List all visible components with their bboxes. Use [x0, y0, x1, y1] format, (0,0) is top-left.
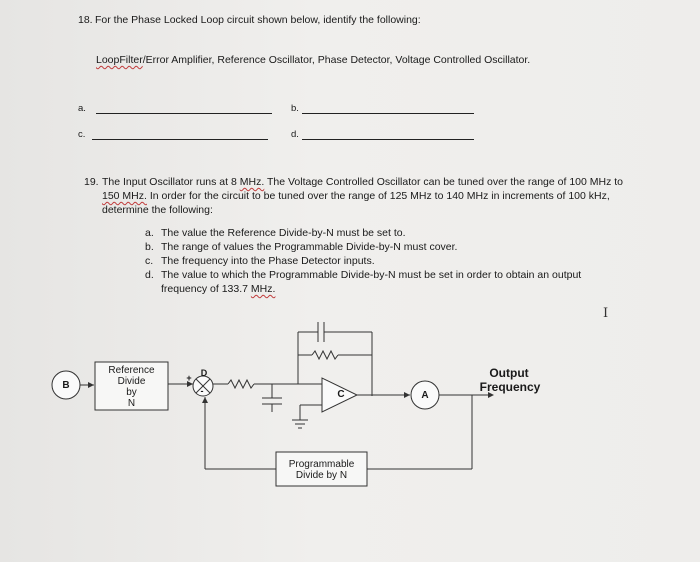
arrow-into-vco [404, 392, 410, 398]
q19-number: 19. [84, 176, 99, 188]
programmable-divide-label-2: Divide by N [295, 470, 348, 481]
q19-line2-end: In order for the circuit to be tuned over the range of 125 MHz to 140 MHz in increments of 100 kHz, [146, 190, 610, 202]
q19-item-d-text: The value to which the Programmable Divide-by-N must be set in order to obtain an output [161, 269, 582, 281]
q19-item-d-label: d. [145, 269, 154, 281]
q19-item-b-text: The range of values the Programmable Divide-by-N must cover. [161, 241, 458, 253]
programmable-divide-label-1: Programmable [288, 459, 355, 470]
answer-label-b: b. [291, 103, 299, 114]
arrow-feedback-up [202, 397, 208, 403]
answer-label-d: d. [291, 129, 299, 140]
q18-option-loopfilter: LoopFilter [96, 54, 143, 66]
reference-divide-label-4: N [127, 398, 136, 409]
output-label-2: Frequency [479, 380, 541, 394]
text-cursor-icon: I [603, 306, 609, 321]
q19-item-c-text: The frequency into the Phase Detector inputs. [161, 255, 375, 267]
q19-mhz-2: 150 MHz. [102, 190, 147, 202]
error-amplifier-label: C [337, 389, 345, 400]
reference-divide-label-3: by [126, 387, 137, 398]
q19-item-b-label: b. [145, 241, 154, 253]
arrow-into-ref [88, 382, 94, 388]
q19-line1-end: The Voltage Controlled Oscillator can be tuned over the range of 100 MHz to [264, 176, 624, 188]
vco-label: A [421, 390, 429, 401]
answer-label-a: a. [78, 103, 86, 114]
phase-detector-label: D [200, 368, 208, 378]
q19-mhz-3: MHz. [250, 283, 276, 295]
reference-divide-label-2: Divide [117, 376, 146, 387]
q19-item-c-label: c. [145, 255, 154, 267]
input-oscillator-label: B [62, 380, 70, 391]
series-resistor [228, 380, 254, 388]
q19-item-a-text: The value the Reference Divide-by-N must be set to. [161, 227, 406, 239]
q19-mhz-1: MHz. [239, 176, 265, 188]
q19-line3: determine the following: [102, 204, 213, 216]
q18-prompt: For the Phase Locked Loop circuit shown below, identify the following: [95, 14, 421, 26]
pd-minus-label: - [200, 386, 204, 396]
q19-item-a-label: a. [145, 227, 154, 239]
pd-plus-label: + [186, 373, 192, 383]
answer-label-c: c. [78, 129, 86, 140]
q18-options-rest: /Error Amplifier, Reference Oscillator, Phase Detector, Voltage Controlled Oscillator. [142, 54, 531, 66]
q19-line1-start: The Input Oscillator runs at 8 [102, 176, 240, 188]
feedback-resistor [312, 351, 338, 359]
output-label-1: Output [489, 366, 529, 380]
q18-number: 18. [78, 14, 93, 26]
q19-item-d-freq: frequency of 133.7 [161, 283, 251, 295]
reference-divide-label-1: Reference [108, 365, 155, 376]
